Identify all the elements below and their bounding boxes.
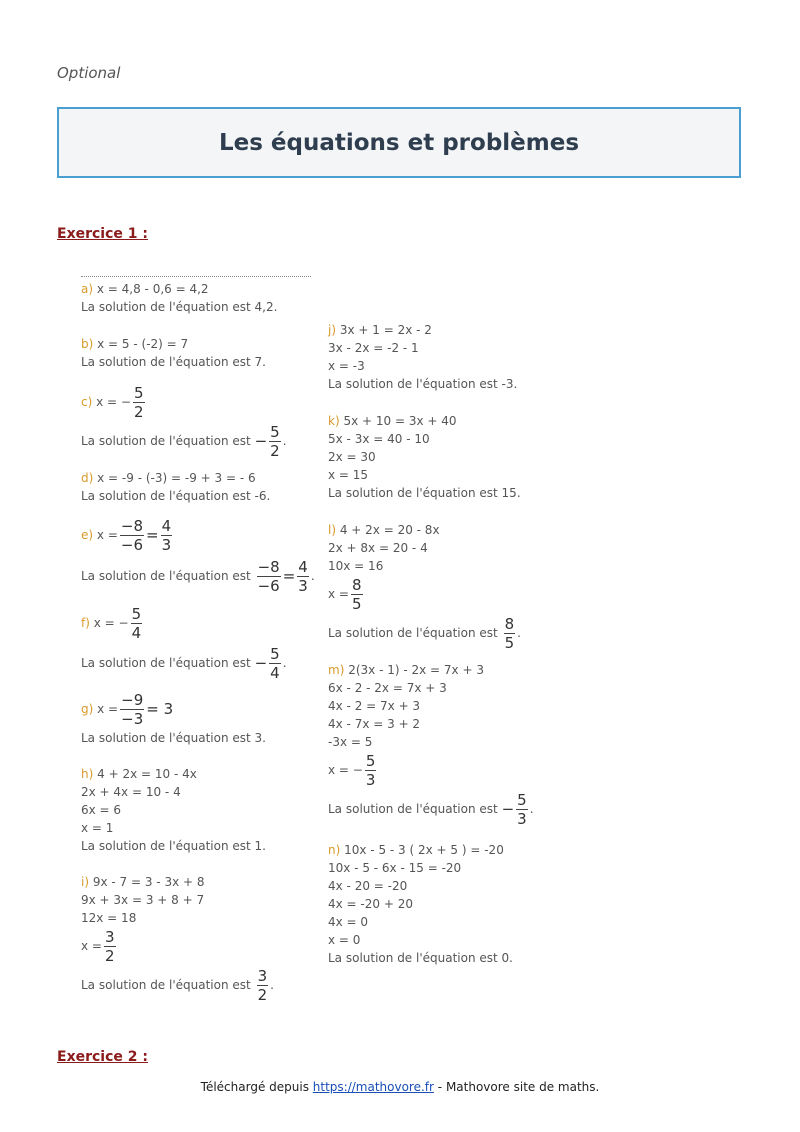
item-j-line-1: j) 3x + 1 = 2x - 2 <box>328 323 432 337</box>
exercise-2-heading: Exercice 2 : <box>57 1049 148 1065</box>
fraction: $\frac{5}{2}$ <box>270 422 280 460</box>
item-l-line-2: 2x + 8x = 20 - 4 <box>328 541 428 555</box>
item-h-line-4: x = 1 <box>81 821 114 835</box>
item-f-equation: f) x = − $\frac{5}{4}$ <box>81 604 142 642</box>
fraction: $\frac{5}{2}$ <box>133 383 144 421</box>
item-c-solution: La solution de l'équation est − $\frac{5}{2}$ . <box>81 422 287 460</box>
exercise-1-heading: Exercice 1 : <box>57 226 148 242</box>
header-optional: Optional <box>57 64 121 82</box>
divider <box>81 276 311 277</box>
item-m-line-2: 6x - 2 - 2x = 7x + 3 <box>328 681 447 695</box>
item-m-line-3: 4x - 2 = 7x + 3 <box>328 699 421 713</box>
item-n-line-6: x = 0 <box>328 933 361 947</box>
item-k-line-1: k) 5x + 10 = 3x + 40 <box>328 414 457 428</box>
item-n-line-1: n) 10x - 5 - 3 ( 2x + 5 ) = -20 <box>328 843 504 857</box>
footer <box>0 1080 800 1094</box>
item-h-line-3: 6x = 6 <box>81 803 122 817</box>
item-b-equation: b) x = 5 - (-2) = 7 <box>81 337 189 351</box>
item-c-equation: c) x = − $\frac{5}{2}$ <box>81 383 144 421</box>
item-e-solution: La solution de l'équation est $\frac{-8}{-6}$ = $\frac{4}{3}$ . <box>81 557 315 595</box>
item-i-solution: La solution de l'équation est $\frac{3}{2}$ . <box>81 966 274 1004</box>
item-k-line-3: 2x = 30 <box>328 450 376 464</box>
item-j-line-2: 3x - 2x = -2 - 1 <box>328 341 419 355</box>
item-n-line-4: 4x = -20 + 20 <box>328 897 413 911</box>
item-h-line-2: 2x + 4x = 10 - 4 <box>81 785 181 799</box>
item-i-x: x = $\frac{3}{2}$ <box>81 927 115 965</box>
item-l-line-1: l) 4 + 2x = 20 - 8x <box>328 523 440 537</box>
item-g-solution: La solution de l'équation est 3. <box>81 731 266 745</box>
item-k-line-4: x = 15 <box>328 468 369 482</box>
footer-prefix: Téléchargé depuis <box>200 1080 309 1094</box>
item-m-line-1: m) 2(3x - 1) - 2x = 7x + 3 <box>328 663 484 677</box>
item-l-line-3: 10x = 16 <box>328 559 384 573</box>
item-a-solution: La solution de l'équation est 4,2. <box>81 300 278 314</box>
item-g-equation: g) x = $\frac{-9}{-3}$ = 3 <box>81 690 174 728</box>
item-m-line-4: 4x - 7x = 3 + 2 <box>328 717 421 731</box>
item-i-line-1: i) 9x - 7 = 3 - 3x + 8 <box>81 875 205 889</box>
right-column <box>328 321 588 967</box>
item-k-solution: La solution de l'équation est 15. <box>328 486 521 500</box>
left-column <box>81 280 321 1005</box>
item-n-solution: La solution de l'équation est 0. <box>328 951 513 965</box>
item-i-line-2: 9x + 3x = 3 + 8 + 7 <box>81 893 205 907</box>
item-j-line-3: x = -3 <box>328 359 365 373</box>
title-box <box>57 107 741 178</box>
item-n-line-5: 4x = 0 <box>328 915 369 929</box>
item-h-line-1: h) 4 + 2x = 10 - 4x <box>81 767 197 781</box>
item-m-solution: La solution de l'équation est − $\frac{5}{3}$ . <box>328 790 534 828</box>
item-k-line-2: 5x - 3x = 40 - 10 <box>328 432 430 446</box>
page-title: Les équations et problèmes <box>218 129 580 156</box>
item-i-line-3: 12x = 18 <box>81 911 137 925</box>
item-a-equation: a) x = 4,8 - 0,6 = 4,2 <box>81 282 209 296</box>
item-m-x: x = − $\frac{5}{3}$ <box>328 751 376 789</box>
item-f-solution: La solution de l'équation est − $\frac{5}{4}$ . <box>81 644 287 682</box>
item-d-equation: d) x = -9 - (-3) = -9 + 3 = - 6 <box>81 471 256 485</box>
footer-suffix: - Mathovore site de maths. <box>437 1080 600 1094</box>
item-b-solution: La solution de l'équation est 7. <box>81 355 266 369</box>
item-h-solution: La solution de l'équation est 1. <box>81 839 266 853</box>
item-l-x: x = $\frac{8}{5}$ <box>328 575 362 613</box>
item-d-solution: La solution de l'équation est -6. <box>81 489 271 503</box>
item-n-line-2: 10x - 5 - 6x - 15 = -20 <box>328 861 462 875</box>
item-n-line-3: 4x - 20 = -20 <box>328 879 408 893</box>
item-e-equation: e) x = $\frac{-8}{-6}$ = $\frac{4}{3}$ <box>81 516 172 554</box>
item-l-solution: La solution de l'équation est $\frac{8}{5}$ . <box>328 614 521 652</box>
footer-link[interactable]: https://mathovore.fr <box>312 1080 434 1094</box>
item-m-line-5: -3x = 5 <box>328 735 373 749</box>
item-j-solution: La solution de l'équation est -3. <box>328 377 518 391</box>
